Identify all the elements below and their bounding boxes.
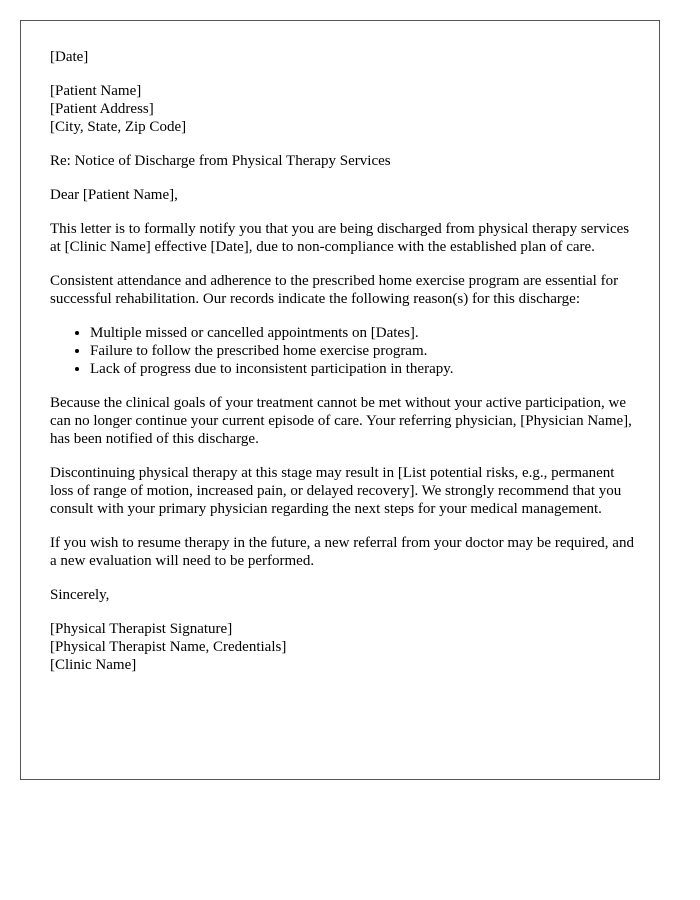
recipient-address: [Patient Address]	[50, 101, 154, 117]
signature-line: [Physical Therapist Signature]	[50, 621, 233, 637]
reasons-list	[50, 324, 640, 378]
paragraph-reasons-intro: Consistent attendance and adherence to the prescribed home exercise program are essential for successful rehabilitation. Our records indicate the following reason(s) for this discharge:	[50, 273, 619, 307]
list-item: • Multiple missed or cancelled appointments on [Dates].	[90, 324, 640, 342]
letter-page	[20, 20, 660, 780]
closing: Sincerely,	[50, 587, 110, 603]
clinic-name: [Clinic Name]	[50, 657, 137, 673]
recipient-city-state-zip: [City, State, Zip Code]	[50, 119, 187, 135]
paragraph-resume: If you wish to resume therapy in the future, a new referral from your doctor may be required, and a new evaluation will need to be performed.	[50, 535, 634, 569]
paragraph-care-ended: Because the clinical goals of your treatment cannot be met without your active participation, we can no longer continue your current episode of care. Your referring physician, [Physician Name], has been notified of this discharge.	[50, 395, 632, 447]
list-item: • Lack of progress due to inconsistent participation in therapy.	[90, 360, 640, 378]
recipient-name: [Patient Name]	[50, 83, 142, 99]
letter-body	[50, 48, 640, 690]
letter-date: [Date]	[50, 49, 89, 65]
therapist-name-credentials: [Physical Therapist Name, Credentials]	[50, 639, 287, 655]
signature-block	[50, 620, 640, 674]
recipient-block	[50, 82, 640, 136]
paragraph-notification: This letter is to formally notify you that you are being discharged from physical therapy services at [Clinic Name] effective [Date], due to non-compliance with the established plan of care.	[50, 221, 630, 255]
salutation: Dear [Patient Name],	[50, 187, 178, 203]
paragraph-risks: Discontinuing physical therapy at this stage may result in [List potential risks, e.g., permanent loss of range of motion, increased pain, or delayed recovery]. We strongly recommend that you consult with your primary physician regarding the next steps for your medical management.	[50, 465, 622, 517]
subject-line: Re: Notice of Discharge from Physical Therapy Services	[50, 153, 391, 169]
list-item: • Failure to follow the prescribed home exercise program.	[90, 342, 640, 360]
